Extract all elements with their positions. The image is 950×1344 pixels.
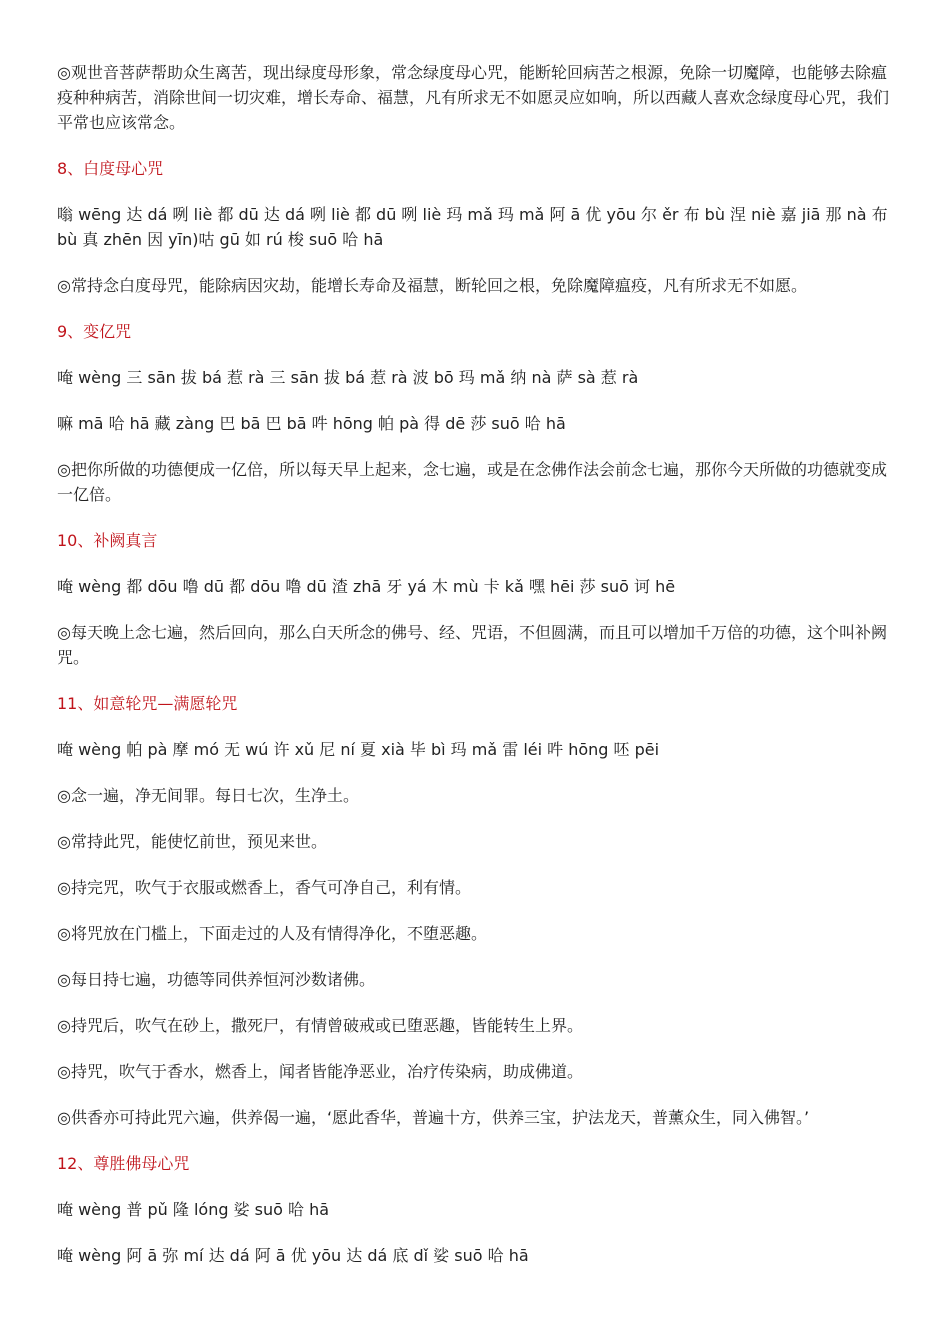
mantra-white-tara: 嗡 wēng 达 dá 咧 liè 都 dū 达 dá 咧 liè 都 dū 咧 liè 玛 mǎ 玛 mǎ 阿 ā 优 yōu 尔 ěr 布 bù 涅 niè 嘉 jiā 那 nà 布 bù 真 zhēn 因 yīn)咕 gū 如 rú 梭 suō 哈 hā	[57, 205, 888, 249]
benefit-item: ◎常持此咒，能使忆前世，预见来世。	[57, 832, 327, 851]
document-page	[57, 60, 897, 1289]
section-heading-12: 12、尊胜佛母心咒	[57, 1154, 190, 1173]
benefit-item: ◎念一遍，净无间罪。每日七次，生净土。	[57, 786, 359, 805]
mantra-multiplying-line-2: 嘛 mā 哈 hā 藏 zàng 巴 bā 巴 bā 吽 hōng 帕 pà 得 dē 莎 suō 哈 hā	[57, 414, 566, 433]
section-heading-11: 11、如意轮咒—满愿轮咒	[57, 694, 238, 713]
mantra-ushnisha-short: 唵 wèng 普 pǔ 隆 lóng 娑 suō 哈 hā	[57, 1200, 330, 1219]
section-heading-10: 10、补阙真言	[57, 531, 158, 550]
benefit-item: ◎持咒后，吹气在砂上，撒死尸，有情曾破戒或已堕恶趣，皆能转生上界。	[57, 1016, 583, 1035]
mantra-multiplying-line-1: 唵 wèng 三 sān 拔 bá 惹 rà 三 sān 拔 bá 惹 rà 波 bō 玛 mǎ 纳 nà 萨 sà 惹 rà	[57, 368, 639, 387]
section-heading-9: 9、变亿咒	[57, 322, 132, 341]
benefit-item: ◎每日持七遍，功德等同供养恒河沙数诸佛。	[57, 970, 375, 989]
paragraph-repair-benefits: ◎每天晚上念七遍，然后回向，那么白天所念的佛号、经、咒语，不但圆满，而且可以增加千万倍的功德，这个叫补阙咒。	[57, 623, 887, 667]
benefit-item: ◎将咒放在门槛上，下面走过的人及有情得净化，不堕恶趣。	[57, 924, 487, 943]
benefit-item: ◎持完咒，吹气于衣服或燃香上，香气可净自己，利有情。	[57, 878, 471, 897]
benefit-item: ◎持咒，吹气于香水，燃香上，闻者皆能净恶业，冶疗传染病，助成佛道。	[57, 1062, 583, 1081]
mantra-wish-wheel: 唵 wèng 帕 pà 摩 mó 无 wú 许 xǔ 尼 ní 夏 xià 毕 bì 玛 mǎ 雷 léi 吽 hōng 呸 pēi	[57, 740, 660, 759]
mantra-ushnisha-long: 唵 wèng 阿 ā 弥 mí 达 dá 阿 ā 优 yōu 达 dá 底 dǐ 娑 suō 哈 hā	[57, 1246, 529, 1265]
mantra-repair: 唵 wèng 都 dōu 噜 dū 都 dōu 噜 dū 渣 zhā 牙 yá 木 mù 卡 kǎ 嘿 hēi 莎 suō 诃 hē	[57, 577, 676, 596]
paragraph-green-tara-benefits: ◎观世音菩萨帮助众生离苦，现出绿度母形象，常念绿度母心咒，能断轮回病苦之根源，免除一切魔障，也能够去除瘟疫种种病苦，消除世间一切灾难，增长寿命、福慧，凡有所求无不如愿灵应如响，所以西藏人喜欢念绿度母心咒，我们平常也应该常念。	[57, 63, 890, 132]
paragraph-multiplying-benefits: ◎把你所做的功德便成一亿倍，所以每天早上起来，念七遍，或是在念佛作法会前念七遍，那你今天所做的功德就变成一亿倍。	[57, 460, 887, 504]
paragraph-white-tara-benefits: ◎常持念白度母咒，能除病因灾劫，能增长寿命及福慧，断轮回之根，免除魔障瘟疫，凡有所求无不如愿。	[57, 276, 807, 295]
benefit-item: ◎供香亦可持此咒六遍，供养偈一遍，‘愿此香华，普遍十方，供养三宝，护法龙天，普薰众生，同入佛智。’	[57, 1108, 810, 1127]
section-heading-8: 8、白度母心咒	[57, 159, 164, 178]
